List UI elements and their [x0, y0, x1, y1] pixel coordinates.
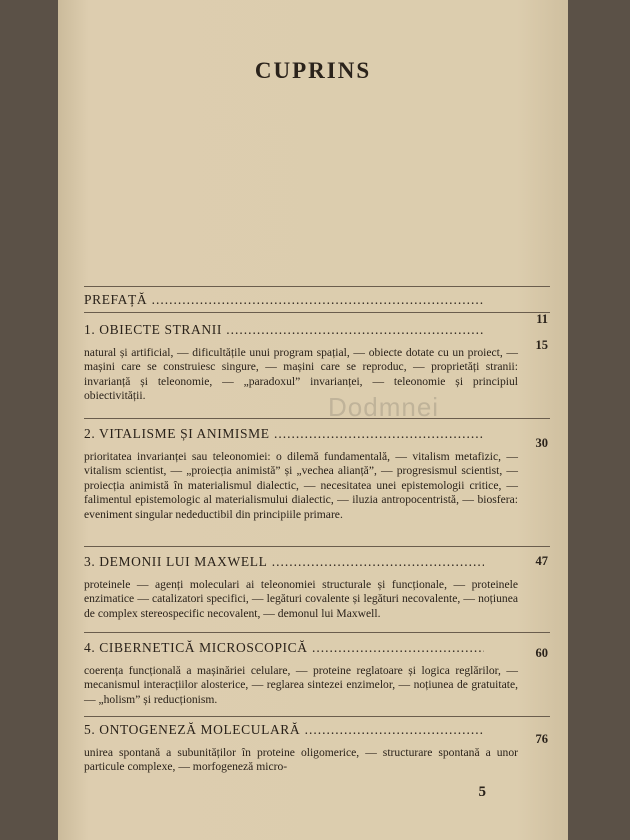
- entry-heading: 1. OBIECTE STRANII .....: [84, 322, 484, 338]
- toc-entry-preface: [84, 292, 548, 326]
- watermark-text: Dodmnei: [328, 392, 440, 422]
- entry-description: prioritatea invarianței sau teleonomiei: o dilemă fundamentală, — vitalism metafizic, — vitalism scientist, — „proiecția animistă” și „vechea alianță”, — progresismul scientist, — proiecția animistă în materialismul dialectic, — necesitatea unei epistemologii critice, — falimentul epistemologic al materialismului dialectic, — iluzia antropocentristă, — biosfera: eveniment singular nedeductibil din principiile primare.: [84, 450, 518, 521]
- divider: [84, 286, 550, 287]
- entry-heading: 2. VITALISME ȘI ANIMISME .....: [84, 426, 484, 442]
- book-page: [58, 0, 568, 840]
- entry-page-number: 11: [536, 312, 548, 326]
- entry-description: coerența funcțională a mașinăriei celulare, — proteine reglatoare și logica reglărilor, — mecanismul interacțiilor alosterice, — reglarea sintezei enzimelor, — noțiunea de gratuitate, — „holism” și reducționism.: [84, 664, 518, 706]
- entry-page-number: 47: [535, 554, 548, 568]
- divider: [84, 632, 550, 633]
- toc-entry-1: [84, 322, 548, 404]
- toc-entry-4: [84, 640, 548, 707]
- divider: [84, 716, 550, 717]
- toc-entry-2: [84, 426, 548, 522]
- divider: [84, 418, 550, 419]
- toc-entry-3: [84, 554, 548, 621]
- entry-page-number: 15: [535, 338, 548, 352]
- entry-heading: 5. ONTOGENEZĂ MOLECULARĂ .....: [84, 722, 484, 738]
- entry-page-number: 60: [535, 646, 548, 660]
- page-folio: 5: [478, 784, 486, 800]
- toc-entry-5: [84, 722, 548, 775]
- entry-heading: 3. DEMONII LUI MAXWELL .....: [84, 554, 484, 570]
- entry-description: natural și artificial, — dificultățile unui program spațial, — obiecte dotate cu un proiect, — mașini care se construiesc singure, — mașini care se reproduc, — proprietăți stranii: invarianță și teleonomie, — „paradoxul” invarianței, — teleonomie și principiul obiectivității.: [84, 346, 518, 403]
- divider: [84, 312, 550, 313]
- entry-description: unirea spontană a subunităților în proteine oligomerice, — structurare spontană a unor particule complexe, — morfogeneză micro-: [84, 746, 518, 774]
- entry-page-number: 76: [535, 732, 548, 746]
- entry-page-number: 30: [535, 436, 548, 450]
- entry-description: proteinele — agenți moleculari ai teleonomiei structurale și funcționale, — proteinele enzimatice — catalizatori specifici, — legături covalente și legături necovalente, — noțiunea de complex stereospecific necovalent, — demonul lui Maxwell.: [84, 578, 518, 620]
- entry-heading: PREFAȚĂ .....: [84, 292, 484, 308]
- page-title: CUPRINS: [254, 58, 372, 83]
- divider: [84, 546, 550, 547]
- entry-heading: 4. CIBERNETICĂ MICROSCOPICĂ .....: [84, 640, 484, 656]
